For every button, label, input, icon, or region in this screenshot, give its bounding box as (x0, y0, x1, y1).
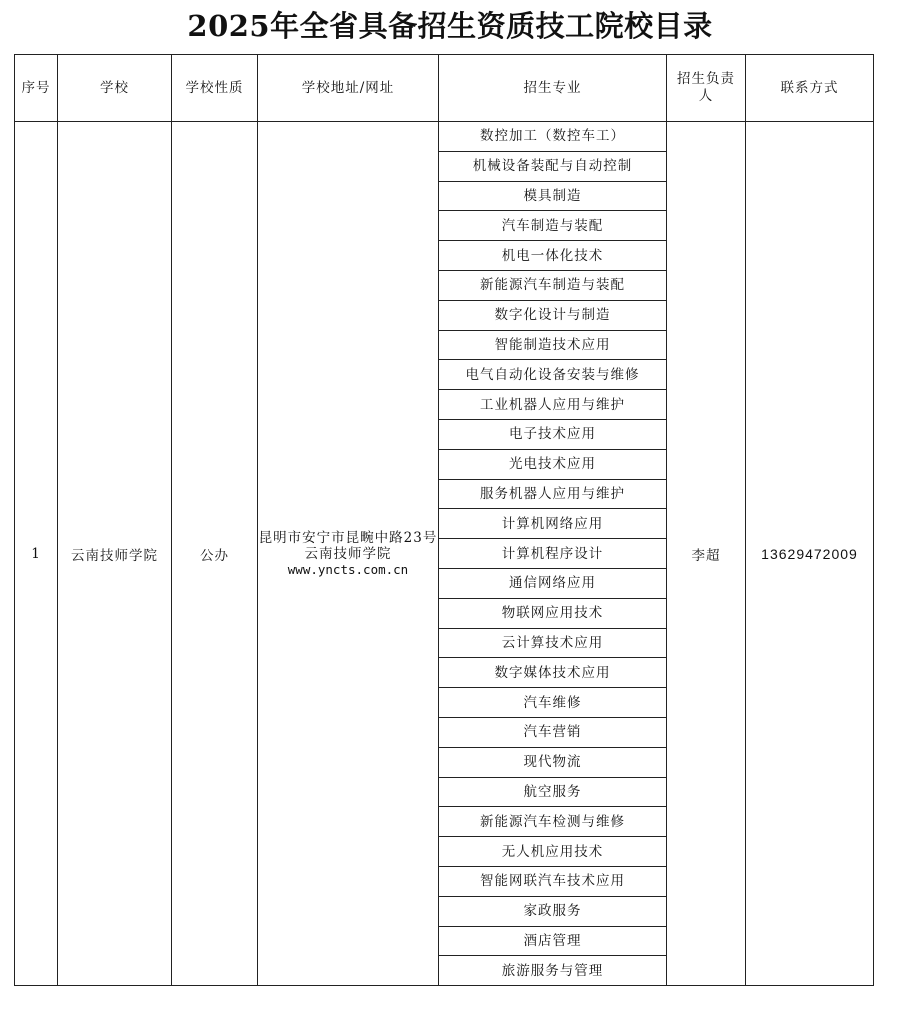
cell-address (258, 122, 439, 986)
cell-contact-phone: 13629472009 (746, 122, 874, 986)
header-contact-person (667, 55, 746, 122)
cell-major: 通信网络应用 (439, 568, 667, 598)
cell-major: 物联网应用技术 (439, 598, 667, 628)
cell-major: 计算机程序设计 (439, 539, 667, 569)
school-catalog-table (14, 54, 874, 986)
cell-major: 汽车制造与装配 (439, 211, 667, 241)
header-school: 学校 (58, 55, 172, 122)
cell-major: 酒店管理 (439, 926, 667, 956)
cell-major: 数控加工（数控车工） (439, 122, 667, 152)
cell-major: 智能制造技术应用 (439, 330, 667, 360)
cell-major: 工业机器人应用与维护 (439, 390, 667, 420)
table-body (15, 122, 874, 986)
header-contact: 联系方式 (746, 55, 874, 122)
cell-major: 光电技术应用 (439, 449, 667, 479)
header-contact-person-label: 招生负责人 (677, 71, 735, 104)
cell-major: 汽车营销 (439, 717, 667, 747)
cell-major: 新能源汽车制造与装配 (439, 270, 667, 300)
cell-major: 新能源汽车检测与维修 (439, 807, 667, 837)
cell-major: 航空服务 (439, 777, 667, 807)
cell-major: 模具制造 (439, 181, 667, 211)
cell-major: 数字媒体技术应用 (439, 658, 667, 688)
header-index: 序号 (15, 55, 58, 122)
cell-major: 无人机应用技术 (439, 837, 667, 867)
header-address: 学校地址/网址 (258, 55, 439, 122)
cell-major: 智能网联汽车技术应用 (439, 866, 667, 896)
website-link[interactable]: www.yncts.com.cn (287, 561, 409, 577)
cell-major: 电气自动化设备安装与维修 (439, 360, 667, 390)
cell-major: 服务机器人应用与维护 (439, 479, 667, 509)
cell-major: 家政服务 (439, 896, 667, 926)
page-title: 2025年全省具备招生资质技工院校目录 (187, 9, 713, 43)
cell-major: 现代物流 (439, 747, 667, 777)
header-majors: 招生专业 (439, 55, 667, 122)
cell-major: 机电一体化技术 (439, 241, 667, 271)
cell-major: 云计算技术应用 (439, 628, 667, 658)
address-text: 昆明市安宁市昆畹中路23号云南技师学院 (258, 529, 438, 562)
cell-index: 1 (15, 122, 58, 986)
table-row (15, 122, 874, 152)
cell-nature: 公办 (172, 122, 258, 986)
cell-major: 数字化设计与制造 (439, 300, 667, 330)
header-nature: 学校性质 (172, 55, 258, 122)
cell-major: 电子技术应用 (439, 419, 667, 449)
header-row (15, 55, 874, 122)
cell-school: 云南技师学院 (58, 122, 172, 986)
cell-major: 旅游服务与管理 (439, 956, 667, 986)
cell-major: 计算机网络应用 (439, 509, 667, 539)
cell-contact-person: 李超 (667, 122, 746, 986)
cell-major: 汽车维修 (439, 688, 667, 718)
cell-major: 机械设备装配与自动控制 (439, 151, 667, 181)
